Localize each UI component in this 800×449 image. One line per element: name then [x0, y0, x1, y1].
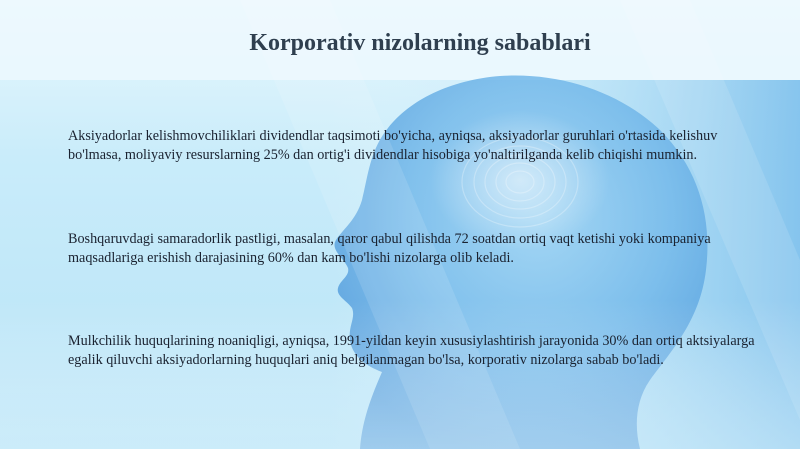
- paragraph-dividend-disputes: Aksiyadorlar kelishmovchiliklari dividendlar taqsimoti bo'yicha, ayniqsa, aksiyadorlar guruhlari o'rtasida kelishuv bo'lmasa, moliyaviy resurslarning 25% dan ortig'i dividendlar hisobiga yo'naltirilganda kelib chiqishi mumkin.: [68, 128, 718, 163]
- slide-title: Korporativ nizolarning sabablari: [249, 30, 591, 56]
- paragraph-ownership-rights: Mulkchilik huquqlarining noaniqligi, ayniqsa, 1991-yildan keyin xususiylashtirish jarayonida 30% dan ortiq aktsiyalarga egalik qiluvchi aksiyadorlarning huquqlari aniq belgilanmagan bo'lsa, korporativ nizolarga sabab bo'ladi.: [68, 333, 755, 368]
- paragraph-management-efficiency: Boshqaruvdagi samaradorlik pastligi, masalan, qaror qabul qilishda 72 soatdan ortiq vaqt ketishi yoki kompaniya maqsadlariga erishish darajasining 60% dan kam bo'lishi nizolarga olib keladi.: [68, 231, 711, 266]
